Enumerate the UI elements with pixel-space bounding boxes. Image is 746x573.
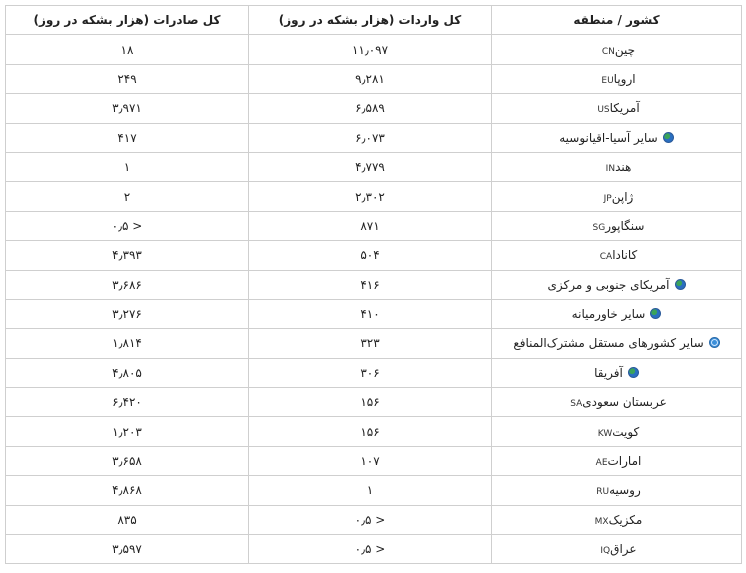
table-row <box>6 64 742 93</box>
country-name: سایر خاورمیانه <box>571 307 646 322</box>
country-name: آمریکای جنوبی و مرکزی <box>547 277 670 292</box>
country-name: عراق <box>610 542 637 557</box>
table-row <box>6 94 742 123</box>
country-cell <box>492 94 742 123</box>
country-code: IN <box>605 164 616 175</box>
country-cell <box>492 241 742 270</box>
oil-trade-table <box>5 5 742 564</box>
imports-cell: ۶٫۵۸۹ <box>249 94 492 123</box>
exports-cell: ۲۴۹ <box>6 64 249 93</box>
country-name: آفریقا <box>594 365 623 380</box>
country-cell <box>492 446 742 475</box>
country-cell <box>492 211 742 240</box>
exports-cell: ۲ <box>6 182 249 211</box>
country-cell <box>492 505 742 534</box>
country-code: RU <box>596 487 610 498</box>
country-cell <box>492 358 742 387</box>
country-code: CA <box>599 252 613 263</box>
exports-cell: ۱٫۲۰۳ <box>6 417 249 446</box>
country-name: چین <box>614 42 636 57</box>
table-row <box>6 476 742 505</box>
table-row <box>6 505 742 534</box>
country-name: ژاپن <box>611 189 634 204</box>
table-row <box>6 329 742 358</box>
country-name: آمریکا <box>609 101 640 116</box>
country-cell <box>492 535 742 564</box>
country-cell <box>492 417 742 446</box>
table-row <box>6 211 742 240</box>
table-row <box>6 299 742 328</box>
country-name: مکزیک <box>608 512 643 527</box>
country-name: امارات <box>607 454 642 469</box>
table-row <box>6 35 742 64</box>
country-cell <box>492 152 742 181</box>
imports-cell: ۱۱٫۰۹۷ <box>249 35 492 64</box>
country-cell <box>492 329 742 358</box>
country-cell <box>492 35 742 64</box>
globe-grid-icon <box>709 337 720 348</box>
table-row <box>6 241 742 270</box>
exports-cell: ۳٫۹۷۱ <box>6 94 249 123</box>
imports-cell: ۱۰۷ <box>249 446 492 475</box>
exports-cell: ۸۳۵ <box>6 505 249 534</box>
country-name: کویت <box>612 424 640 439</box>
country-code: SG <box>592 222 606 233</box>
table-row <box>6 270 742 299</box>
country-name: کانادا <box>612 248 638 263</box>
country-code: SA <box>570 399 583 410</box>
country-cell <box>492 299 742 328</box>
exports-cell: < ۰٫۵ <box>6 211 249 240</box>
country-code: MX <box>594 516 609 527</box>
country-code: EU <box>601 75 614 86</box>
country-name: روسیه <box>609 483 641 498</box>
imports-cell: ۳۲۳ <box>249 329 492 358</box>
header-row <box>6 6 742 35</box>
imports-cell: ۱ <box>249 476 492 505</box>
globe-icon <box>628 367 639 378</box>
imports-cell: ۱۵۶ <box>249 388 492 417</box>
exports-cell: ۳٫۵۹۷ <box>6 535 249 564</box>
exports-cell: ۴٫۸۶۸ <box>6 476 249 505</box>
country-name: عربستان سعودی <box>582 395 667 410</box>
country-code: US <box>597 105 610 116</box>
country-name: سنگاپور <box>605 218 645 233</box>
header-exports: کل صادرات (هزار بشکه در روز) <box>6 6 249 35</box>
imports-cell: ۵۰۴ <box>249 241 492 270</box>
imports-cell: ۴۱۶ <box>249 270 492 299</box>
globe-icon <box>650 308 661 319</box>
country-name: سایر آسیا-اقیانوسیه <box>559 130 658 145</box>
exports-cell: ۳٫۶۵۸ <box>6 446 249 475</box>
country-code: AE <box>595 458 608 469</box>
globe-icon <box>675 279 686 290</box>
imports-cell: ۸۷۱ <box>249 211 492 240</box>
country-code: IQ <box>600 546 611 557</box>
country-code: JP <box>603 193 612 204</box>
country-cell <box>492 476 742 505</box>
imports-cell: ۹٫۲۸۱ <box>249 64 492 93</box>
country-code: CN <box>601 46 615 57</box>
table-row <box>6 152 742 181</box>
imports-cell: < ۰٫۵ <box>249 535 492 564</box>
country-cell <box>492 182 742 211</box>
country-cell <box>492 388 742 417</box>
exports-cell: ۴٫۸۰۵ <box>6 358 249 387</box>
table-row <box>6 388 742 417</box>
imports-cell: ۲٫۳۰۲ <box>249 182 492 211</box>
exports-cell: ۱٫۸۱۴ <box>6 329 249 358</box>
header-country: کشور / منطقه <box>492 6 742 35</box>
country-cell <box>492 64 742 93</box>
header-imports: کل واردات (هزار بشکه در روز) <box>249 6 492 35</box>
imports-cell: ۳۰۶ <box>249 358 492 387</box>
country-name: سایر کشورهای مستقل مشترک‌المنافع <box>513 336 704 351</box>
country-name: اروپا <box>613 71 636 86</box>
exports-cell: ۴٫۳۹۳ <box>6 241 249 270</box>
country-cell <box>492 270 742 299</box>
table-row <box>6 446 742 475</box>
imports-cell: ۱۵۶ <box>249 417 492 446</box>
exports-cell: ۴۱۷ <box>6 123 249 152</box>
globe-icon <box>663 132 674 143</box>
exports-cell: ۶٫۴۲۰ <box>6 388 249 417</box>
imports-cell: < ۰٫۵ <box>249 505 492 534</box>
imports-cell: ۶٫۰۷۳ <box>249 123 492 152</box>
table-row <box>6 123 742 152</box>
imports-cell: ۴٫۷۷۹ <box>249 152 492 181</box>
country-name: هند <box>615 160 632 175</box>
table-row <box>6 358 742 387</box>
exports-cell: ۳٫۶۸۶ <box>6 270 249 299</box>
imports-cell: ۴۱۰ <box>249 299 492 328</box>
table-row <box>6 535 742 564</box>
country-code: KW <box>597 428 613 439</box>
exports-cell: ۱۸ <box>6 35 249 64</box>
table-body <box>6 35 742 564</box>
exports-cell: ۱ <box>6 152 249 181</box>
table-row <box>6 182 742 211</box>
country-cell <box>492 123 742 152</box>
exports-cell: ۳٫۲۷۶ <box>6 299 249 328</box>
table-row <box>6 417 742 446</box>
